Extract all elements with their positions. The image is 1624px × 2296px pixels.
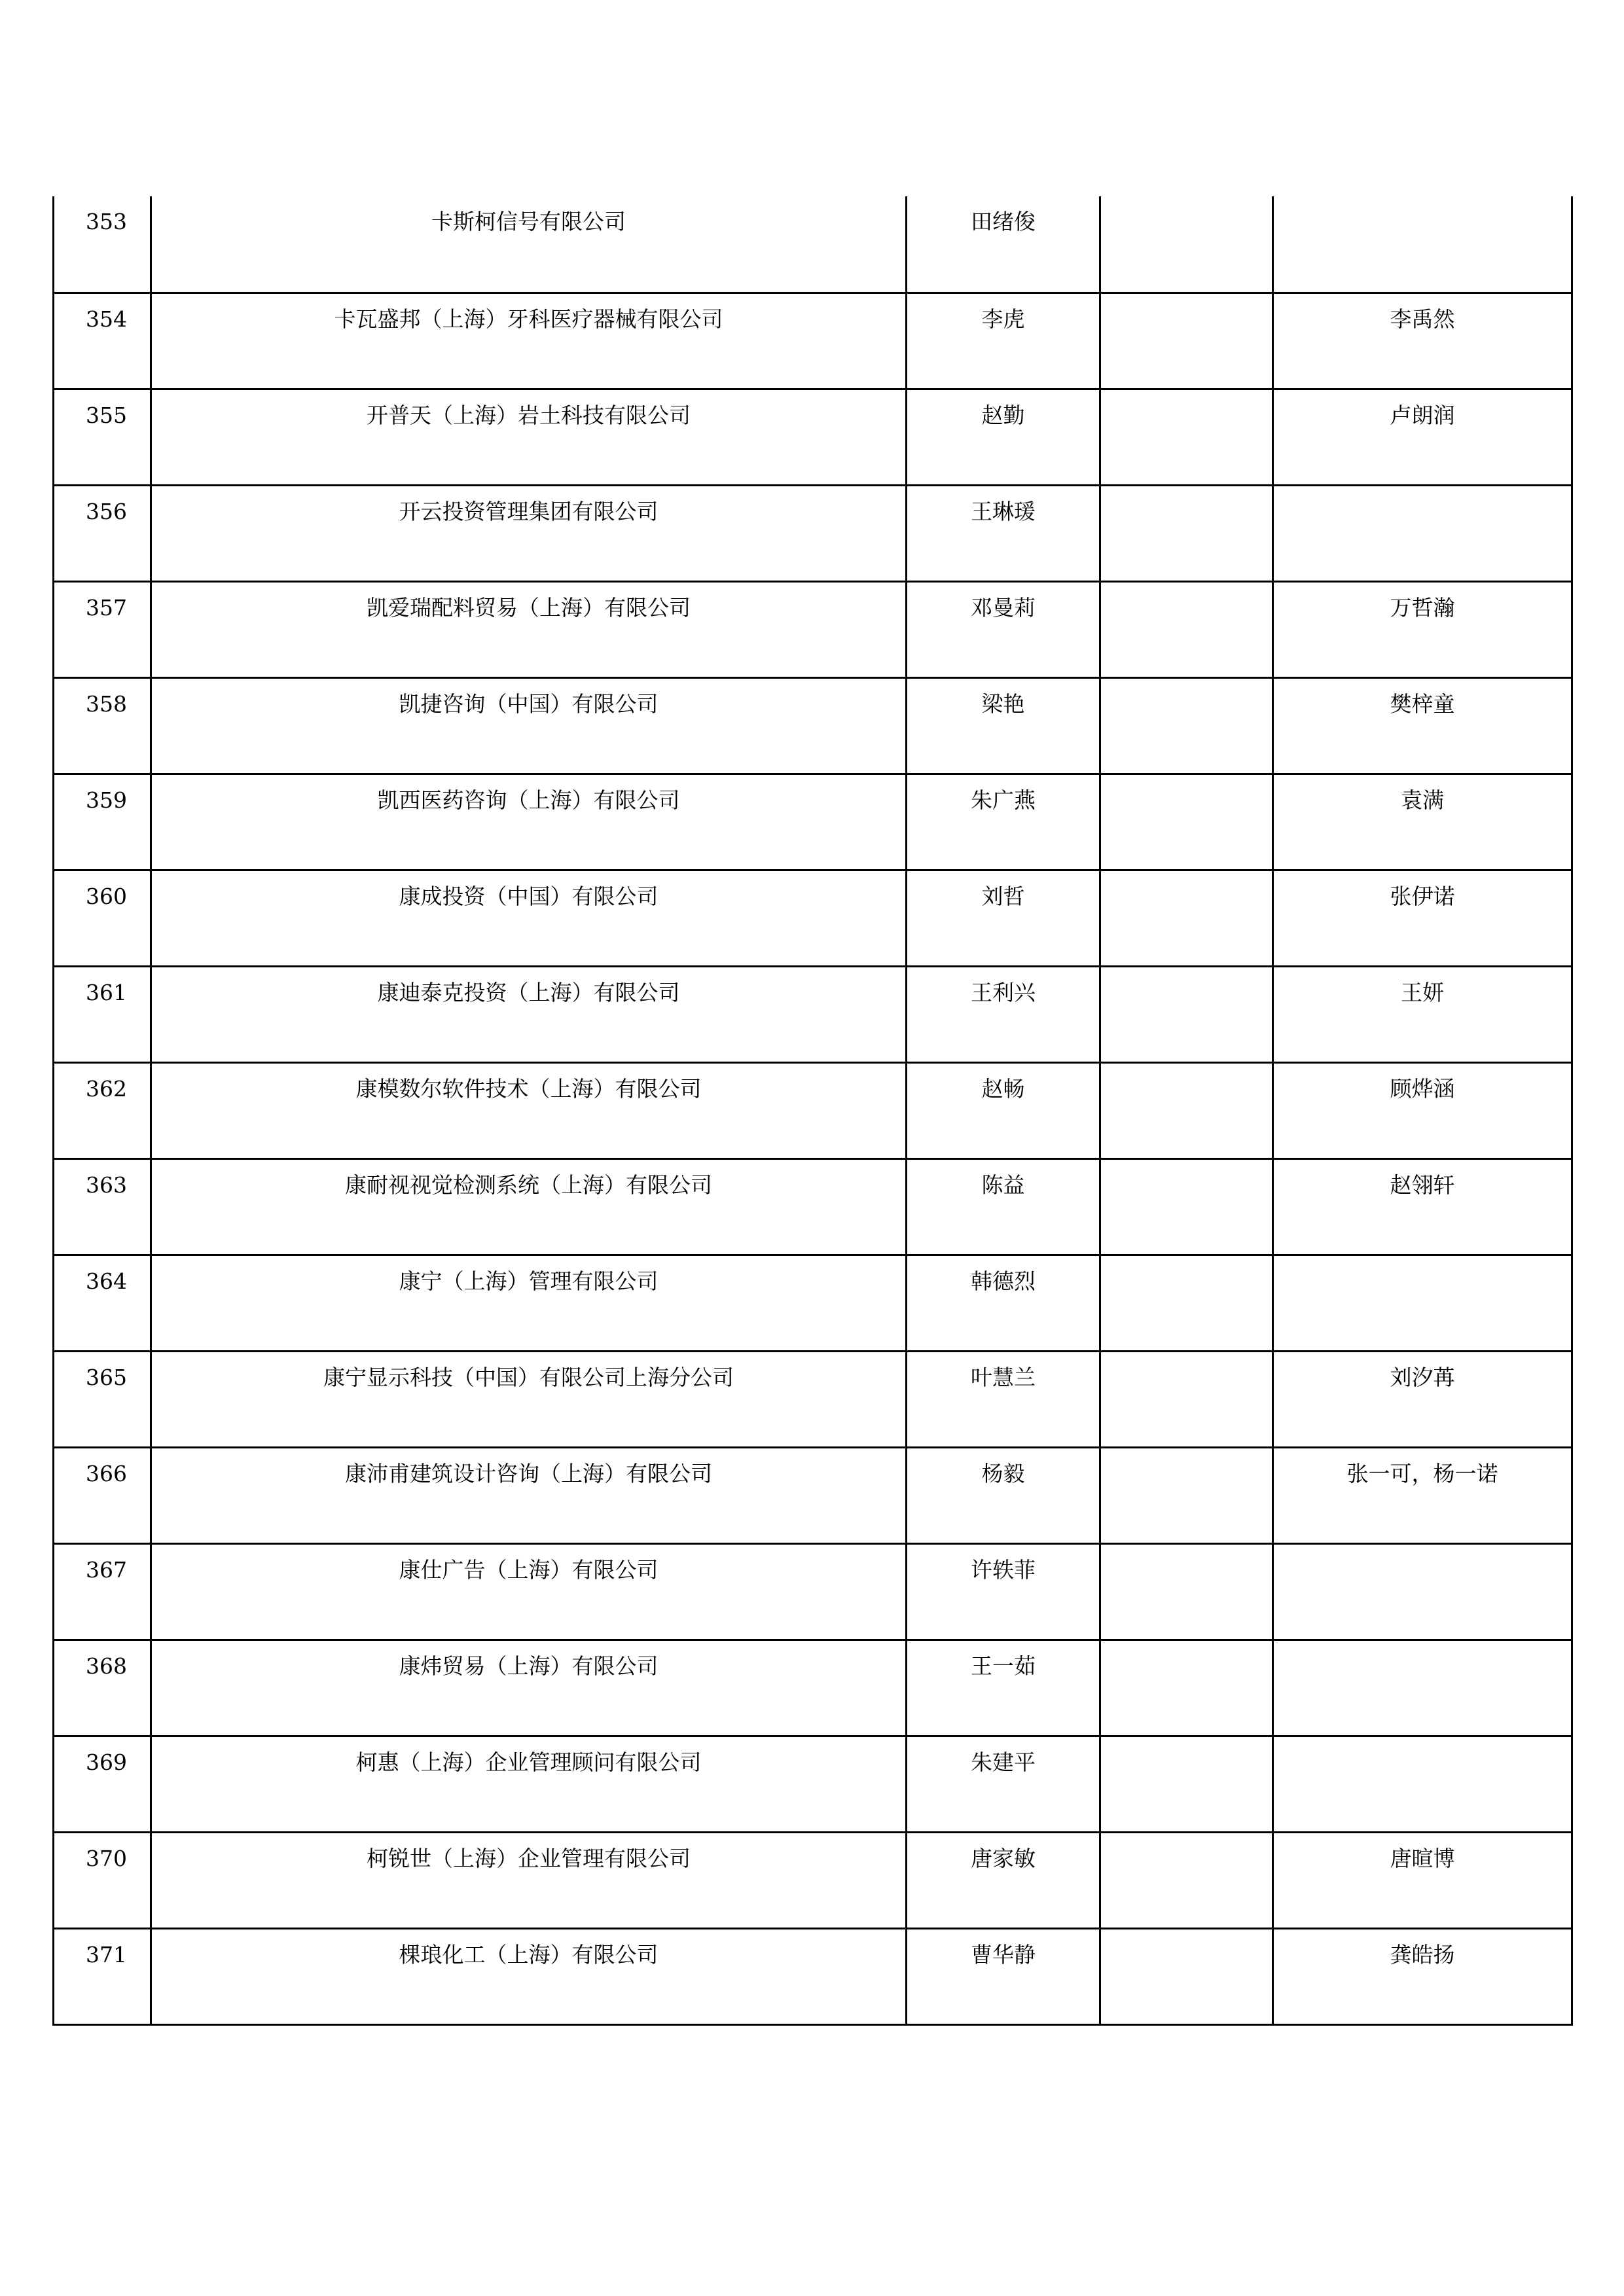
contact-name-cell <box>907 293 1100 389</box>
company-name-text: 开普天（上海）岩土科技有限公司 <box>367 402 691 428</box>
table-row <box>54 1062 1572 1158</box>
company-name-text: 凯西医药咨询（上海）有限公司 <box>377 787 680 813</box>
blank-column-text <box>1101 1833 1272 1848</box>
company-name-cell <box>151 485 907 581</box>
company-name-text: 康耐视视觉检测系统（上海）有限公司 <box>345 1172 712 1198</box>
row-number-cell <box>54 293 151 389</box>
second-name-text: 卢朗润 <box>1390 402 1455 428</box>
blank-column-cell <box>1100 196 1273 293</box>
blank-column-text <box>1101 1352 1272 1367</box>
blank-column-text <box>1101 294 1272 308</box>
company-name-cell <box>151 1928 907 2024</box>
second-name-cell <box>1273 966 1572 1062</box>
company-name-cell <box>151 1832 907 1928</box>
row-number-text: 361 <box>86 979 127 1005</box>
contact-name-text: 陈益 <box>981 1172 1025 1198</box>
contact-name-cell <box>907 196 1100 293</box>
company-name-cell <box>151 1062 907 1158</box>
second-name-text <box>1274 1737 1571 1751</box>
second-name-cell <box>1273 1447 1572 1543</box>
blank-column-cell <box>1100 293 1273 389</box>
row-number-cell <box>54 677 151 774</box>
second-name-cell <box>1273 1255 1572 1351</box>
contact-name-cell <box>907 1255 1100 1351</box>
company-name-text: 开云投资管理集团有限公司 <box>399 498 659 524</box>
second-name-cell <box>1273 774 1572 870</box>
company-name-cell <box>151 293 907 389</box>
table-row <box>54 1832 1572 1928</box>
registry-table <box>52 196 1573 2026</box>
row-number-cell <box>54 389 151 485</box>
second-name-cell <box>1273 293 1572 389</box>
second-name-text: 万哲瀚 <box>1390 594 1455 620</box>
blank-column-text <box>1101 679 1272 693</box>
contact-name-text: 刘哲 <box>981 883 1025 909</box>
blank-column-text <box>1101 1160 1272 1174</box>
company-name-text: 康宁（上海）管理有限公司 <box>399 1268 659 1294</box>
table-row <box>54 870 1572 966</box>
second-name-cell <box>1273 389 1572 485</box>
blank-column-cell <box>1100 677 1273 774</box>
company-name-text: 康宁显示科技（中国）有限公司上海分公司 <box>323 1364 734 1390</box>
blank-column-text <box>1101 967 1272 982</box>
row-number-cell <box>54 1351 151 1447</box>
contact-name-text: 唐家敏 <box>971 1845 1036 1871</box>
second-name-text <box>1274 486 1571 501</box>
row-number-text: 360 <box>86 883 127 909</box>
contact-name-text: 王琳瑗 <box>971 498 1036 524</box>
row-number-cell <box>54 870 151 966</box>
blank-column-text <box>1101 1448 1272 1463</box>
table-row <box>54 1928 1572 2024</box>
second-name-text: 赵翎轩 <box>1390 1172 1455 1198</box>
contact-name-cell <box>907 1351 1100 1447</box>
blank-column-text <box>1101 486 1272 501</box>
company-name-text: 康模数尔软件技术（上海）有限公司 <box>355 1075 702 1102</box>
contact-name-cell <box>907 774 1100 870</box>
row-number-text: 359 <box>86 787 127 813</box>
row-number-cell <box>54 1640 151 1736</box>
blank-column-text <box>1101 871 1272 886</box>
blank-column-text <box>1101 1929 1272 1944</box>
blank-column-cell <box>1100 1543 1273 1640</box>
blank-column-text <box>1101 1641 1272 1655</box>
contact-name-text: 梁艳 <box>981 691 1025 717</box>
contact-name-cell <box>907 485 1100 581</box>
blank-column-cell <box>1100 1351 1273 1447</box>
second-name-cell <box>1273 485 1572 581</box>
company-name-cell <box>151 1543 907 1640</box>
contact-name-cell <box>907 581 1100 677</box>
contact-name-cell <box>907 870 1100 966</box>
blank-column-cell <box>1100 774 1273 870</box>
row-number-cell <box>54 1062 151 1158</box>
second-name-text <box>1274 196 1571 211</box>
contact-name-text: 李虎 <box>981 306 1025 332</box>
company-name-text: 卡斯柯信号有限公司 <box>431 209 626 234</box>
blank-column-text <box>1101 390 1272 404</box>
table-row <box>54 485 1572 581</box>
blank-column-cell <box>1100 870 1273 966</box>
contact-name-text: 杨毅 <box>981 1460 1025 1486</box>
blank-column-text <box>1101 583 1272 597</box>
row-number-text: 369 <box>86 1749 127 1775</box>
contact-name-cell <box>907 1062 1100 1158</box>
table-row <box>54 389 1572 485</box>
table-row <box>54 1640 1572 1736</box>
blank-column-cell <box>1100 581 1273 677</box>
row-number-cell <box>54 966 151 1062</box>
second-name-cell <box>1273 1640 1572 1736</box>
row-number-cell <box>54 1543 151 1640</box>
contact-name-text: 王利兴 <box>971 979 1036 1005</box>
company-name-text: 凯爱瑞配料贸易（上海）有限公司 <box>367 594 691 620</box>
company-name-cell <box>151 1158 907 1255</box>
table-row <box>54 774 1572 870</box>
table-row <box>54 1158 1572 1255</box>
blank-column-cell <box>1100 1158 1273 1255</box>
table-row <box>54 1543 1572 1640</box>
blank-column-cell <box>1100 1255 1273 1351</box>
company-name-cell <box>151 1447 907 1543</box>
second-name-cell <box>1273 1158 1572 1255</box>
company-name-text: 凯捷咨询（中国）有限公司 <box>399 691 659 717</box>
company-name-cell <box>151 581 907 677</box>
row-number-cell <box>54 1832 151 1928</box>
row-number-text: 356 <box>86 498 127 524</box>
company-name-cell <box>151 389 907 485</box>
company-name-text: 柯惠（上海）企业管理顾问有限公司 <box>355 1749 702 1775</box>
contact-name-cell <box>907 1928 1100 2024</box>
company-name-cell <box>151 1736 907 1832</box>
company-name-text: 康炜贸易（上海）有限公司 <box>399 1653 659 1679</box>
company-name-text: 康仕广告（上海）有限公司 <box>399 1556 659 1583</box>
row-number-cell <box>54 581 151 677</box>
table-row <box>54 677 1572 774</box>
blank-column-cell <box>1100 485 1273 581</box>
company-name-text: 康成投资（中国）有限公司 <box>399 883 659 909</box>
blank-column-text <box>1101 1256 1272 1270</box>
blank-column-cell <box>1100 1062 1273 1158</box>
second-name-text: 唐暄博 <box>1390 1845 1455 1871</box>
second-name-cell <box>1273 1928 1572 2024</box>
contact-name-text: 许轶菲 <box>971 1556 1036 1583</box>
company-name-text: 康迪泰克投资（上海）有限公司 <box>377 979 680 1005</box>
second-name-text: 樊梓童 <box>1390 691 1455 717</box>
blank-column-text <box>1101 1737 1272 1751</box>
company-name-cell <box>151 1351 907 1447</box>
row-number-cell <box>54 1158 151 1255</box>
company-name-cell <box>151 1640 907 1736</box>
second-name-text: 王妍 <box>1401 979 1444 1005</box>
second-name-text: 张伊诺 <box>1390 883 1455 909</box>
row-number-text: 371 <box>86 1941 127 1967</box>
contact-name-text: 邓曼莉 <box>971 594 1036 620</box>
second-name-text: 刘汐苒 <box>1390 1364 1455 1390</box>
row-number-text: 358 <box>86 691 127 717</box>
table-row <box>54 196 1572 293</box>
row-number-text: 364 <box>86 1268 127 1294</box>
company-name-cell <box>151 677 907 774</box>
second-name-cell <box>1273 1062 1572 1158</box>
second-name-cell <box>1273 1543 1572 1640</box>
row-number-text: 362 <box>86 1075 127 1102</box>
row-number-text: 355 <box>86 402 127 428</box>
company-name-cell <box>151 966 907 1062</box>
second-name-cell <box>1273 196 1572 293</box>
row-number-cell <box>54 1928 151 2024</box>
contact-name-text: 曹华静 <box>971 1941 1036 1967</box>
table-row <box>54 1447 1572 1543</box>
blank-column-text <box>1101 1545 1272 1559</box>
table-row <box>54 966 1572 1062</box>
row-number-text: 370 <box>86 1845 127 1871</box>
second-name-text: 李禹然 <box>1390 306 1455 332</box>
company-name-text: 康沛甫建筑设计咨询（上海）有限公司 <box>345 1460 712 1486</box>
second-name-cell <box>1273 1736 1572 1832</box>
company-name-text: 棵琅化工（上海）有限公司 <box>399 1941 659 1967</box>
company-name-cell <box>151 196 907 293</box>
row-number-cell <box>54 1255 151 1351</box>
table-row <box>54 1736 1572 1832</box>
blank-column-cell <box>1100 389 1273 485</box>
row-number-cell <box>54 774 151 870</box>
row-number-text: 357 <box>86 594 127 620</box>
row-number-text: 366 <box>86 1460 127 1486</box>
blank-column-cell <box>1100 1832 1273 1928</box>
second-name-text <box>1274 1256 1571 1270</box>
contact-name-cell <box>907 1832 1100 1928</box>
row-number-text: 353 <box>86 209 127 234</box>
second-name-text <box>1274 1641 1571 1655</box>
blank-column-cell <box>1100 1640 1273 1736</box>
contact-name-text: 赵畅 <box>981 1075 1025 1102</box>
row-number-text: 365 <box>86 1364 127 1390</box>
contact-name-text: 王一茹 <box>971 1653 1036 1679</box>
second-name-text: 张一可，杨一诺 <box>1346 1460 1498 1486</box>
second-name-text: 龚皓扬 <box>1390 1941 1455 1967</box>
blank-column-cell <box>1100 1928 1273 2024</box>
contact-name-cell <box>907 966 1100 1062</box>
company-name-cell <box>151 870 907 966</box>
table-row <box>54 1351 1572 1447</box>
second-name-cell <box>1273 677 1572 774</box>
blank-column-cell <box>1100 1736 1273 1832</box>
contact-name-cell <box>907 677 1100 774</box>
row-number-cell <box>54 196 151 293</box>
row-number-cell <box>54 1447 151 1543</box>
second-name-cell <box>1273 1832 1572 1928</box>
blank-column-cell <box>1100 966 1273 1062</box>
contact-name-cell <box>907 1640 1100 1736</box>
company-name-cell <box>151 774 907 870</box>
contact-name-text: 叶慧兰 <box>971 1364 1036 1390</box>
company-name-text: 柯锐世（上海）企业管理有限公司 <box>367 1845 691 1871</box>
contact-name-cell <box>907 1543 1100 1640</box>
contact-name-cell <box>907 1158 1100 1255</box>
table-row <box>54 581 1572 677</box>
table-row <box>54 1255 1572 1351</box>
contact-name-cell <box>907 1447 1100 1543</box>
row-number-text: 354 <box>86 306 127 332</box>
row-number-cell <box>54 1736 151 1832</box>
blank-column-text <box>1101 1064 1272 1078</box>
contact-name-text: 田绪俊 <box>971 209 1036 234</box>
blank-column-text <box>1101 196 1272 211</box>
second-name-cell <box>1273 1351 1572 1447</box>
second-name-text: 顾烨涵 <box>1390 1075 1455 1102</box>
contact-name-text: 朱建平 <box>971 1749 1036 1775</box>
row-number-text: 363 <box>86 1172 127 1198</box>
second-name-cell <box>1273 581 1572 677</box>
second-name-text <box>1274 1545 1571 1559</box>
registry-table-body <box>54 196 1572 2024</box>
row-number-text: 367 <box>86 1556 127 1583</box>
table-row <box>54 293 1572 389</box>
company-name-cell <box>151 1255 907 1351</box>
contact-name-text: 赵勤 <box>981 402 1025 428</box>
row-number-cell <box>54 485 151 581</box>
contact-name-cell <box>907 1736 1100 1832</box>
company-name-text: 卡瓦盛邦（上海）牙科医疗器械有限公司 <box>334 306 723 332</box>
second-name-cell <box>1273 870 1572 966</box>
blank-column-cell <box>1100 1447 1273 1543</box>
contact-name-text: 朱广燕 <box>971 787 1036 813</box>
second-name-text: 袁满 <box>1401 787 1444 813</box>
blank-column-text <box>1101 775 1272 789</box>
contact-name-cell <box>907 389 1100 485</box>
row-number-text: 368 <box>86 1653 127 1679</box>
contact-name-text: 韩德烈 <box>971 1268 1036 1294</box>
